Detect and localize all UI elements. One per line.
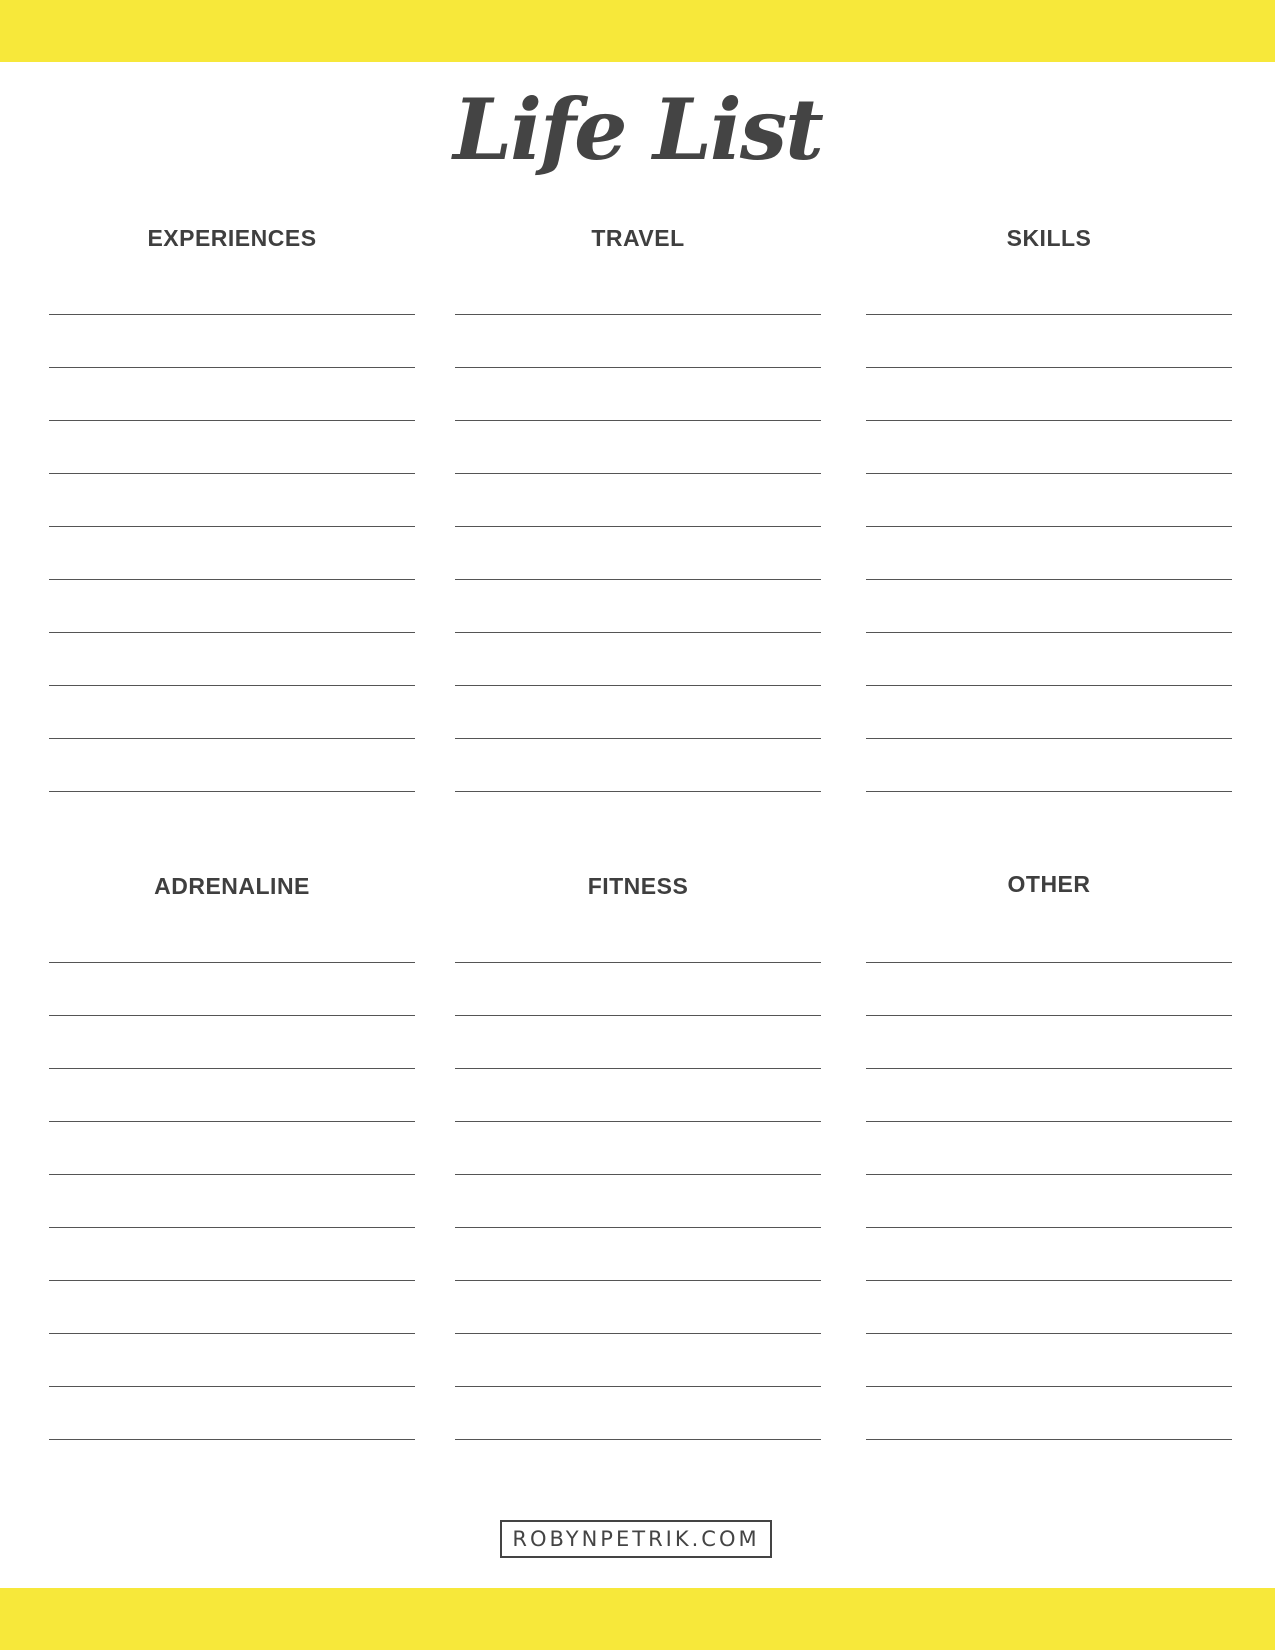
entry-line bbox=[49, 579, 415, 580]
entry-line bbox=[49, 526, 415, 527]
entry-line bbox=[455, 738, 821, 739]
entry-line bbox=[49, 1386, 415, 1387]
section-heading: EXPERIENCES bbox=[147, 225, 317, 251]
entry-line bbox=[455, 579, 821, 580]
section-heading: SKILLS bbox=[1006, 225, 1092, 251]
entry-line bbox=[866, 473, 1232, 474]
section-heading: TRAVEL bbox=[591, 225, 685, 251]
entry-line bbox=[455, 1121, 821, 1122]
entry-line bbox=[866, 1227, 1232, 1228]
entry-line bbox=[866, 1174, 1232, 1175]
entry-line bbox=[455, 367, 821, 368]
entry-line bbox=[49, 1121, 415, 1122]
section-heading: OTHER bbox=[1007, 871, 1091, 897]
top-accent-band bbox=[0, 0, 1275, 62]
entry-line bbox=[49, 367, 415, 368]
entry-line bbox=[866, 420, 1232, 421]
entry-line bbox=[455, 1439, 821, 1440]
entry-line bbox=[49, 1280, 415, 1281]
entry-line bbox=[866, 1121, 1232, 1122]
entry-line bbox=[866, 791, 1232, 792]
entry-line bbox=[455, 685, 821, 686]
entry-line bbox=[49, 632, 415, 633]
entry-line bbox=[49, 685, 415, 686]
website-footer: ROBYNPETRIK.COM bbox=[500, 1520, 772, 1558]
entry-line bbox=[455, 1068, 821, 1069]
page-title: Life List bbox=[453, 80, 822, 179]
entry-line bbox=[866, 738, 1232, 739]
entry-line bbox=[866, 526, 1232, 527]
entry-line bbox=[49, 1174, 415, 1175]
entry-line bbox=[49, 738, 415, 739]
entry-line bbox=[455, 1333, 821, 1334]
entry-line bbox=[866, 685, 1232, 686]
entry-line bbox=[455, 1280, 821, 1281]
entry-line bbox=[866, 367, 1232, 368]
entry-line bbox=[866, 1333, 1232, 1334]
entry-line bbox=[455, 962, 821, 963]
section-heading: ADRENALINE bbox=[154, 873, 310, 899]
entry-line bbox=[49, 1333, 415, 1334]
entry-line bbox=[866, 1386, 1232, 1387]
entry-line bbox=[866, 1068, 1232, 1069]
entry-line bbox=[49, 1439, 415, 1440]
entry-line bbox=[455, 632, 821, 633]
entry-line bbox=[866, 1439, 1232, 1440]
entry-line bbox=[455, 473, 821, 474]
entry-line bbox=[455, 420, 821, 421]
entry-line bbox=[866, 579, 1232, 580]
entry-line bbox=[866, 1280, 1232, 1281]
section-heading: FITNESS bbox=[587, 873, 689, 899]
bottom-accent-band bbox=[0, 1588, 1275, 1650]
entry-line bbox=[49, 314, 415, 315]
entry-line bbox=[49, 1015, 415, 1016]
entry-line bbox=[455, 1015, 821, 1016]
entry-line bbox=[455, 1386, 821, 1387]
entry-line bbox=[866, 1015, 1232, 1016]
entry-line bbox=[49, 791, 415, 792]
entry-line bbox=[866, 632, 1232, 633]
entry-line bbox=[49, 473, 415, 474]
entry-line bbox=[49, 1068, 415, 1069]
entry-line bbox=[455, 526, 821, 527]
entry-line bbox=[866, 962, 1232, 963]
entry-line bbox=[455, 314, 821, 315]
entry-line bbox=[49, 962, 415, 963]
entry-line bbox=[49, 1227, 415, 1228]
entry-line bbox=[455, 1174, 821, 1175]
entry-line bbox=[455, 791, 821, 792]
entry-line bbox=[455, 1227, 821, 1228]
entry-line bbox=[49, 420, 415, 421]
entry-line bbox=[866, 314, 1232, 315]
